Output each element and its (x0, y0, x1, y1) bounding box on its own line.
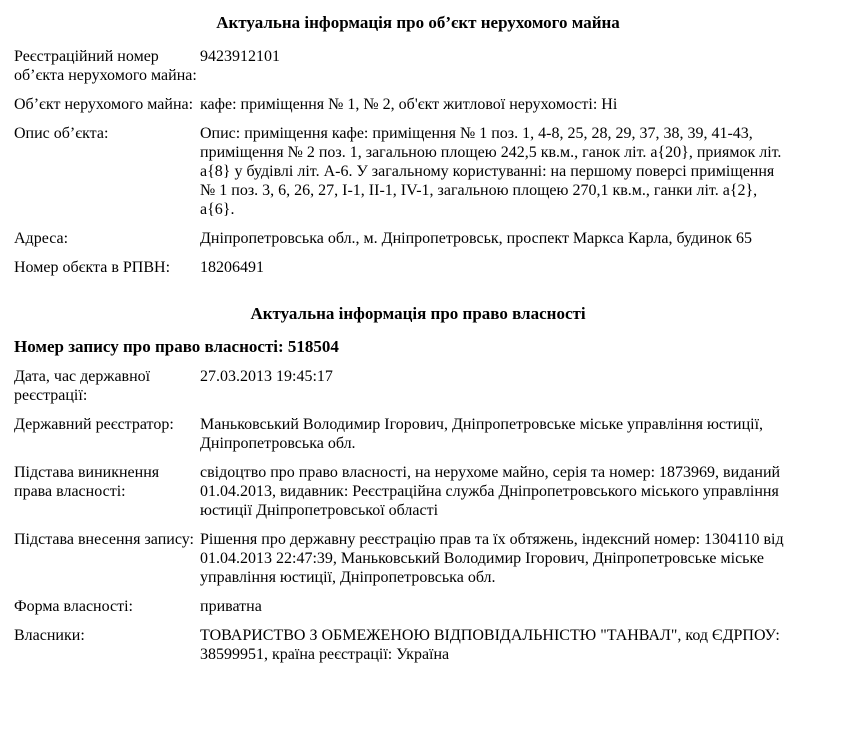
field-label: Підстава виникнення права власності: (14, 464, 160, 500)
ownership-record-number-heading: Номер запису про право власності: 518504 (14, 337, 339, 356)
property-section-title: Актуальна інформація про об’єкт нерухомого майна (216, 13, 620, 32)
field-row-entry-basis (14, 530, 785, 597)
ownership-section-title: Актуальна інформація про право власності (250, 304, 586, 323)
field-row-registration-number (14, 47, 785, 95)
field-row-property-object (14, 95, 785, 124)
field-label: Об’єкт нерухомого майна: (14, 96, 194, 113)
field-value: 9423912101 (200, 48, 280, 65)
field-row-ownership-form (14, 597, 785, 626)
field-label: Форма власності: (14, 598, 133, 615)
field-label: Реєстраційний номер об’єкта нерухомого майна: (14, 48, 197, 84)
field-label: Дата, час державної реєстрації: (14, 368, 151, 404)
field-row-rpvn-number (14, 258, 785, 287)
field-label: Власники: (14, 627, 85, 644)
field-value: Опис: приміщення кафе: приміщення № 1 поз. 1, 4-8, 25, 28, 29, 37, 38, 39, 41-43, приміщення № 2 поз. 1, загальною площею 242,5 кв.м., ганок літ. а{20}, приямок літ. а{8} у будівлі літ. А-6. У загальному користуванні: на першому поверсі приміщення № 1 поз. 3, 6, 26, 27, І-1, ІІ-1, ІV-1, загальною площею 270,1 кв.м., ганки літ. а{2}, а{6}. (200, 125, 782, 218)
field-label: Адреса: (14, 230, 69, 247)
field-row-state-registrar (14, 415, 785, 463)
field-value: приватна (200, 598, 262, 615)
field-row-owners (14, 626, 785, 674)
property-fields-table (14, 47, 785, 287)
field-value: кафе: приміщення № 1, № 2, об'єкт житлової нерухомості: Ні (200, 96, 618, 113)
field-row-ownership-basis (14, 463, 785, 530)
field-value: Дніпропетровська обл., м. Дніпропетровськ, проспект Маркса Карла, будинок 65 (200, 230, 753, 247)
field-value: Маньковський Володимир Ігорович, Дніпропетровське міське управління юстиції, Дніпропетровська обл. (200, 416, 764, 452)
field-label: Підстава внесення запису: (14, 531, 194, 548)
field-row-address (14, 229, 785, 258)
field-value: свідоцтво про право власності, на нерухоме майно, серія та номер: 1873969, виданий 01.04.2013, видавник: Реєстраційна служба Дніпропетровського міського управління юстиції Дніпропетровської області (200, 464, 781, 519)
field-value: 18206491 (200, 259, 264, 276)
field-value: 27.03.2013 19:45:17 (200, 368, 333, 385)
ownership-fields-table (14, 367, 785, 674)
field-row-registration-datetime (14, 367, 785, 415)
field-label: Державний реєстратор: (14, 416, 174, 433)
field-label: Опис об’єкта: (14, 125, 109, 142)
field-label: Номер обєкта в РПВН: (14, 259, 171, 276)
field-row-object-description (14, 124, 785, 229)
field-value: ТОВАРИСТВО З ОБМЕЖЕНОЮ ВІДПОВІДАЛЬНІСТЮ "ТАНВАЛ", код ЄДРПОУ: 38599951, країна реєстрації: Україна (200, 627, 780, 663)
field-value: Рішення про державну реєстрацію прав та їх обтяжень, індексний номер: 1304110 від 01.04.2013 22:47:39, Маньковський Володимир Ігорович, Дніпропетровське міське управління юстиції, Дніпропетровська обл. (200, 531, 784, 586)
